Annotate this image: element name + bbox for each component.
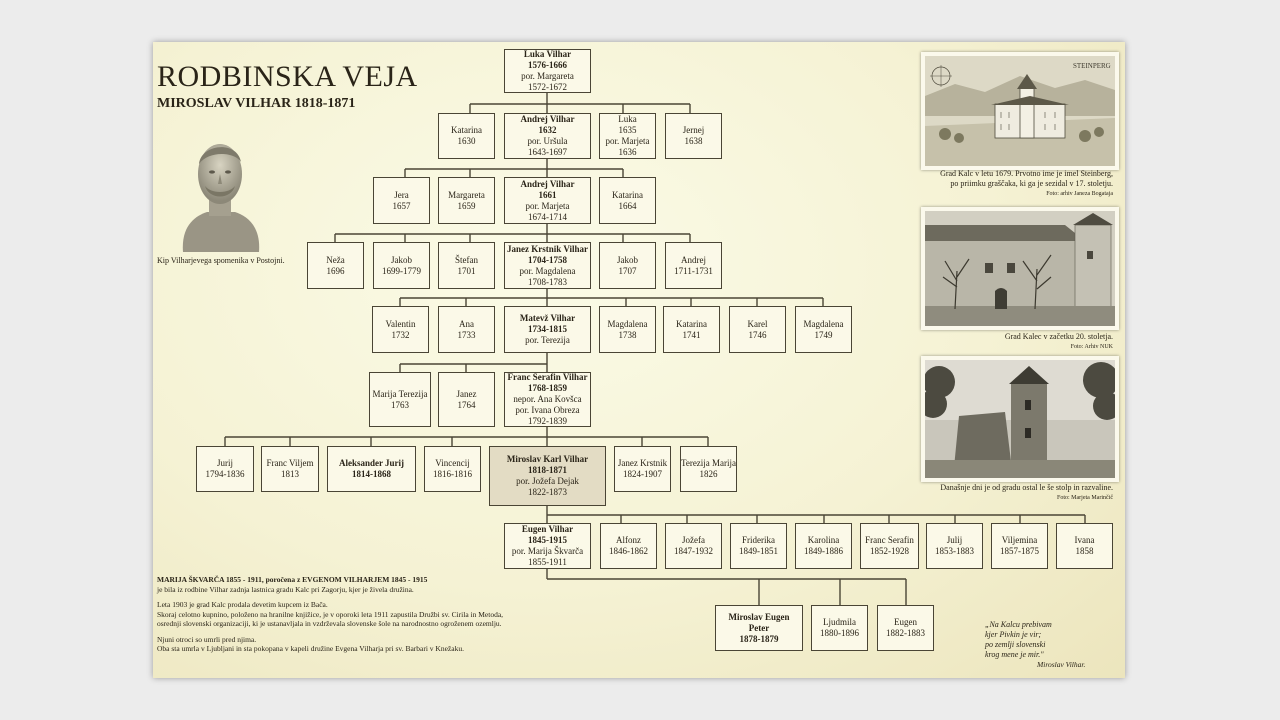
notes-heading: MARIJA ŠKVARČA 1855 - 1911, poročena z EVGENOM VILHARJEM 1845 - 1915 [157, 575, 428, 584]
person-miroslav-karl-vilhar[interactable] [489, 446, 606, 506]
person-karolina[interactable] [795, 523, 852, 569]
engraving-label: STEINPERG [1073, 62, 1111, 70]
person-viljemina[interactable] [991, 523, 1048, 569]
person-years: 1664 [618, 200, 637, 211]
notes-line: Skoraj celotno kupnino, položeno na hranilne knjižice, je v oporoki leta 1911 zapustila Družbi sv. Cirila in Metoda, [157, 609, 504, 619]
person-years: 1638 [684, 136, 703, 146]
person-name: Luka Vilhar [523, 49, 572, 59]
person-years: 1734-1815 [528, 324, 567, 334]
person-name: Miroslav Karl Vilhar [506, 454, 589, 464]
person-years: 1657 [392, 200, 411, 211]
spouse-years: 1792-1839 [528, 416, 567, 426]
person-jernej[interactable] [665, 113, 722, 159]
person-ivana[interactable] [1056, 523, 1113, 569]
person-years: 1858 [1075, 546, 1094, 556]
spouse-years: 1708-1783 [528, 276, 567, 287]
person-years: 1732 [391, 329, 410, 340]
photo-credit: Foto: Arhiv NUK [1070, 344, 1113, 350]
person-magdalena-1749[interactable] [795, 306, 852, 353]
spouse-name: por. Marija Škvarča [511, 546, 584, 556]
person-margareta[interactable] [438, 177, 495, 224]
person-name: Vincencij [435, 458, 470, 468]
spouse-name: por. Terezija [525, 335, 570, 345]
person-years: 1576-1666 [528, 60, 567, 70]
person-years: 1741 [682, 329, 701, 340]
person-years: 1746 [748, 329, 767, 340]
person-janez-krstnik-vilhar[interactable] [504, 242, 591, 289]
person-name: Katarina [612, 189, 643, 200]
spouse-name: por. Marjeta [605, 136, 650, 146]
person-years: 1707 [618, 265, 637, 276]
person-vincencij[interactable] [424, 446, 481, 492]
person-stefan[interactable] [438, 242, 495, 289]
person-years: 1845-1915 [528, 535, 567, 545]
quote-line: „Na Kalcu prebivam [985, 620, 1052, 629]
person-matevz-vilhar[interactable] [504, 306, 591, 353]
quote-line: krog mene je mir." [985, 650, 1044, 659]
person-years: 1849-1851 [739, 546, 778, 556]
person-name: Karolina [807, 535, 840, 545]
photo-credit: Foto: arhiv Janeza Bogataja [1046, 191, 1113, 197]
person-years: 1704-1758 [528, 254, 567, 265]
quote-author: Miroslav Vilhar. [1037, 660, 1086, 669]
person-franc-serafin-vilhar[interactable] [504, 372, 591, 427]
spouse-years: 1674-1714 [528, 211, 567, 222]
spouse-name: nepor. Ana Kovšca [513, 394, 582, 404]
person-name: Jera [394, 189, 409, 200]
castle-ruin-photo-icon [921, 356, 1119, 482]
person-years: 1853-1883 [935, 546, 974, 556]
person-name: Jakob [391, 254, 412, 265]
castle-photo-old-icon [921, 207, 1119, 330]
person-years: 1878-1879 [739, 633, 779, 644]
person-neza[interactable] [307, 242, 364, 289]
page-subtitle: MIROSLAV VILHAR 1818-1871 [157, 96, 356, 111]
person-years: 1661 [538, 189, 557, 200]
person-name: Matevž Vilhar [519, 313, 576, 323]
person-name: Štefan [455, 254, 478, 265]
person-years: 1846-1862 [609, 546, 648, 556]
person-years: 1826 [699, 469, 718, 479]
person-franc-serafin-1852[interactable] [860, 523, 919, 569]
person-andrej-vilhar-1661[interactable] [504, 177, 591, 224]
person-name: Jakob [617, 254, 638, 265]
person-years: 1733 [457, 329, 476, 340]
person-name: Janez Krstnik Vilhar [506, 243, 588, 254]
person-aleksander-jurij[interactable] [327, 446, 416, 492]
person-name: Ljudmila [823, 617, 856, 627]
spouse-name: por. Marjeta [525, 200, 570, 211]
notes-line: Leta 1903 je grad Kalc prodala devetim kupcem iz Bača. [157, 600, 328, 609]
bust-caption: Kip Vilharjevega spomenika v Postojni. [157, 256, 285, 265]
person-years: 1659 [457, 200, 476, 211]
photo-caption-1 [883, 169, 1113, 199]
person-years: 1816-1816 [433, 469, 472, 479]
poem-quote [985, 620, 1052, 660]
person-eugen-1882[interactable] [877, 605, 934, 651]
person-years: 1701 [457, 265, 476, 276]
person-katarina-1630[interactable] [438, 113, 495, 159]
person-years: 1852-1928 [870, 546, 909, 556]
spouse-years: 1822-1873 [528, 487, 567, 497]
person-jurij[interactable] [196, 446, 254, 492]
person-name: Jernej [682, 125, 705, 135]
person-julij[interactable] [926, 523, 983, 569]
person-years: 1880-1896 [820, 628, 859, 638]
person-name: Miroslav Eugen [728, 611, 790, 622]
castle-engraving-icon [921, 52, 1119, 170]
photo-caption-3 [883, 483, 1113, 503]
person-magdalena-1738[interactable] [599, 306, 656, 353]
person-name: Aleksander Jurij [338, 458, 405, 468]
person-valentin[interactable] [372, 306, 429, 353]
caption-line: Grad Kalc v letu 1679. Prvotno ime je imel Steinberg, [940, 169, 1113, 178]
spouse-years: 1572-1672 [528, 82, 567, 92]
person-luka-1635[interactable] [599, 113, 656, 159]
person-karel[interactable] [729, 306, 786, 353]
person-alfonz[interactable] [600, 523, 657, 569]
person-name: Margareta [448, 189, 485, 200]
person-name: Andrej Vilhar [520, 114, 575, 124]
spouse-name: por. Margareta [521, 71, 574, 81]
person-name: Katarina [676, 318, 707, 329]
spouse-years: 1636 [618, 147, 637, 157]
spouse-name: por. Magdalena [519, 265, 576, 276]
person-ljudmila[interactable] [811, 605, 868, 651]
person-jakob-1699[interactable] [373, 242, 430, 289]
spouse-years: 1643-1697 [528, 147, 567, 157]
person-years: 1814-1868 [352, 469, 391, 479]
person-name: Jurij [216, 458, 233, 468]
person-name: Andrej Vilhar [520, 178, 575, 189]
person-name: Eugen [894, 617, 917, 627]
family-tree-poster [153, 42, 1125, 678]
person-eugen-vilhar[interactable] [504, 523, 591, 569]
person-ana[interactable] [438, 306, 495, 353]
person-marija-terezija[interactable] [369, 372, 431, 427]
photo-caption-2 [883, 332, 1113, 352]
person-name: Marija Terezija [372, 388, 428, 399]
person-name: Janez Krstnik [617, 458, 668, 468]
caption-line: Današnje dni je od gradu ostal le še stolp in razvaline. [940, 483, 1113, 492]
person-name: Eugen Vilhar [521, 524, 574, 534]
spouse-years: 1855-1911 [528, 557, 567, 567]
person-jozefa[interactable] [665, 523, 722, 569]
person-terezija-marija[interactable] [680, 446, 737, 492]
person-years: 1882-1883 [886, 628, 925, 638]
page-title: RODBINSKA VEJA [157, 60, 418, 93]
person-years: 1849-1886 [804, 546, 843, 556]
person-katarina-1664[interactable] [599, 177, 656, 224]
person-years: 1813 [281, 469, 299, 479]
person-years: 1768-1859 [528, 383, 567, 393]
person-name: Katarina [451, 125, 482, 135]
person-luka-vilhar[interactable] [504, 49, 591, 93]
person-name: Valentin [385, 318, 416, 329]
person-years: 1824-1907 [623, 469, 662, 479]
person-janez-krstnik-1824[interactable] [614, 446, 671, 492]
person-name: Friderika [742, 535, 775, 545]
person-years: 1711-1731 [674, 265, 713, 276]
person-name: Franc Viljem [266, 458, 314, 468]
person-name: Ivana [1074, 535, 1095, 545]
person-jera[interactable] [373, 177, 430, 224]
person-name: Magdalena [607, 318, 648, 329]
person-name: Terezija Marija [680, 458, 737, 468]
person-years: 1749 [814, 329, 833, 340]
person-years: 1696 [326, 265, 345, 276]
caption-line: po priimku graščaka, ki ga je sezidal v 17. stoletju. [950, 179, 1113, 188]
person-name: Luka [618, 114, 637, 124]
person-name: Franc Serafin Vilhar [507, 372, 588, 382]
person-name: Ana [459, 318, 474, 329]
person-years: 1699-1779 [382, 265, 421, 276]
person-name: Viljemina [1001, 535, 1038, 545]
person-name: Neža [326, 254, 345, 265]
notes-line: je bila iz rodbine Vilhar zadnja lastnica gradu Kalc pri Zagorju, kjer je živela družina. [157, 584, 414, 594]
caption-line: Grad Kalec v začetku 20. stoletja. [1004, 332, 1113, 341]
history-notes [157, 575, 537, 658]
person-franc-viljem[interactable] [261, 446, 319, 492]
person-miroslav-eugen-peter[interactable] [715, 605, 803, 651]
person-katarina-1741[interactable] [663, 306, 720, 353]
person-name: Jožefa [682, 535, 705, 545]
person-friderika[interactable] [730, 523, 787, 569]
person-name: Julij [946, 535, 963, 545]
person-janez-1764[interactable] [438, 372, 495, 427]
person-years: 1632 [538, 125, 557, 135]
person-name: Franc Serafin [865, 535, 914, 545]
person-name: Magdalena [803, 318, 844, 329]
notes-line: Oba sta umrla v Ljubljani in sta pokopana v kapeli družine Evgena Vilharja pri sv. Barbari v Knežaku. [157, 644, 464, 653]
person-name: Andrej [681, 254, 706, 265]
person-name: Karel [747, 318, 768, 329]
person-andrej-1711[interactable] [665, 242, 722, 289]
quote-line: po zemlji slovenski [985, 640, 1046, 649]
person-andrej-vilhar-1632[interactable] [504, 113, 591, 159]
notes-line: Njuni otroci so umrli pred njima. [157, 634, 257, 644]
person-jakob-1707[interactable] [599, 242, 656, 289]
spouse-name: por. Jožefa Dejak [516, 476, 579, 486]
person-name: Alfonz [616, 535, 641, 545]
person-years: 1818-1871 [528, 465, 567, 475]
person-years: 1857-1875 [1000, 546, 1039, 556]
quote-line: kjer Pivkin je vir; [985, 630, 1042, 639]
person-name-2: Peter [748, 622, 770, 633]
person-name: Janez [456, 388, 477, 399]
spouse-name: por. Uršula [527, 136, 568, 146]
person-years: 1763 [391, 399, 409, 410]
person-years: 1794-1836 [205, 469, 245, 479]
person-years: 1635 [618, 125, 637, 135]
photo-credit: Foto: Marjeta Marinčič [1057, 495, 1113, 501]
spouse-name-2: por. Ivana Obreza [515, 405, 580, 415]
person-years: 1847-1932 [674, 546, 713, 556]
person-years: 1764 [457, 399, 476, 410]
person-years: 1738 [618, 329, 637, 340]
person-years: 1630 [457, 136, 476, 146]
notes-line: osrednji slovenski organizaciji, ki je ustanavljala in vzdrževala slovenske šole na narodnostno ogroženem ozemlju. [157, 619, 502, 628]
